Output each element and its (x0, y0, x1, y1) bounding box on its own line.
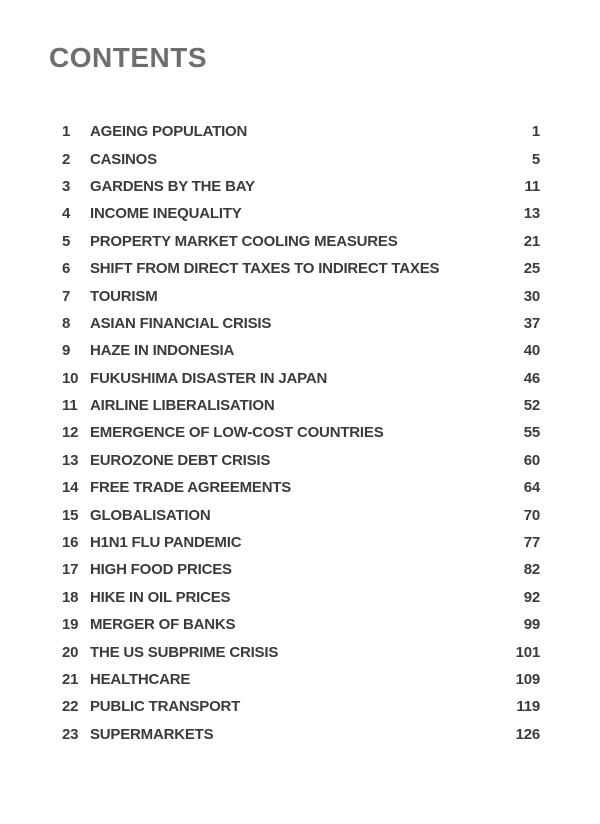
toc-entry-page: 37 (523, 314, 540, 332)
table-of-contents (62, 118, 540, 748)
toc-entry-page: 55 (523, 424, 540, 442)
toc-entry-title: EMERGENCE OF LOW-COST COUNTRIES (90, 424, 384, 442)
toc-entry-page: 46 (523, 369, 540, 387)
toc-entry-number: 11 (62, 397, 78, 415)
toc-row (62, 337, 540, 364)
toc-row (62, 200, 540, 227)
toc-row (62, 173, 540, 200)
toc-entry-page: 5 (531, 150, 540, 168)
toc-entry-title: AGEING POPULATION (90, 123, 248, 141)
toc-entry-title: INCOME INEQUALITY (90, 205, 242, 223)
toc-entry-page: 60 (523, 451, 540, 469)
toc-entry-page: 1 (531, 123, 540, 141)
toc-entry-page: 92 (523, 588, 540, 606)
toc-entry-page: 109 (515, 671, 540, 688)
toc-entry-title: ASIAN FINANCIAL CRISIS (90, 314, 272, 332)
toc-entry-title: CASINOS (90, 150, 157, 168)
toc-row (62, 447, 540, 474)
toc-entry-number: 22 (62, 698, 79, 716)
toc-row (62, 118, 540, 145)
toc-entry-number: 21 (62, 671, 79, 688)
toc-entry-page: 101 (515, 643, 540, 661)
toc-row (62, 666, 540, 693)
toc-entry-page: 13 (523, 205, 540, 223)
toc-entry-title: EUROZONE DEBT CRISIS (90, 451, 271, 469)
toc-entry-title: FUKUSHIMA DISASTER IN JAPAN (90, 369, 328, 387)
toc-entry-title: H1N1 FLU PANDEMIC (90, 534, 242, 552)
toc-entry-number: 6 (62, 260, 71, 278)
toc-entry-title: HIKE IN OIL PRICES (90, 588, 231, 606)
toc-entry-title: GARDENS BY THE BAY (90, 177, 255, 195)
toc-entry-page: 99 (523, 616, 540, 634)
toc-row (62, 145, 540, 172)
toc-entry-number: 12 (62, 424, 79, 442)
toc-entry-number: 4 (62, 205, 71, 223)
toc-entry-title: FREE TRADE AGREEMENTS (90, 479, 292, 497)
toc-entry-title: PROPERTY MARKET COOLING MEASURES (90, 232, 398, 250)
toc-entry-title: THE US SUBPRIME CRISIS (90, 643, 279, 661)
toc-entry-number: 18 (62, 588, 79, 606)
page-title: CONTENTS (49, 42, 207, 73)
toc-row (62, 255, 540, 282)
toc-entry-number: 16 (62, 534, 79, 552)
toc-entry-page: 25 (523, 260, 540, 278)
toc-entry-number: 7 (62, 287, 71, 305)
toc-entry-title: HAZE IN INDONESIA (90, 342, 235, 360)
toc-entry-page: 77 (523, 534, 540, 552)
toc-entry-page: 52 (523, 397, 540, 415)
toc-entry-title: TOURISM (90, 287, 158, 305)
toc-entry-page: 30 (523, 287, 540, 305)
toc-row (62, 419, 540, 446)
toc-entry-title: HIGH FOOD PRICES (90, 561, 232, 579)
toc-entry-number: 14 (62, 479, 79, 497)
toc-entry-page: 11 (524, 177, 540, 195)
toc-entry-page: 126 (515, 725, 540, 743)
toc-row (62, 611, 540, 638)
toc-entry-page: 70 (523, 506, 540, 524)
toc-entry-page: 82 (523, 561, 540, 579)
toc-entry-number: 3 (62, 177, 71, 195)
toc-entry-number: 9 (62, 342, 71, 360)
toc-entry-number: 2 (62, 150, 71, 168)
toc-entry-title: HEALTHCARE (90, 671, 191, 688)
toc-entry-page: 40 (523, 342, 540, 360)
toc-entry-number: 13 (62, 451, 79, 469)
toc-row (62, 392, 540, 419)
toc-entry-title: SHIFT FROM DIRECT TAXES TO INDIRECT TAXES (90, 260, 440, 278)
toc-entry-number: 10 (62, 369, 79, 387)
toc-row (62, 556, 540, 583)
toc-row (62, 282, 540, 309)
toc-row (62, 501, 540, 528)
toc-entry-number: 20 (62, 643, 79, 661)
toc-entry-page: 21 (523, 232, 540, 250)
toc-entry-title: PUBLIC TRANSPORT (90, 698, 241, 716)
toc-row (62, 721, 540, 748)
toc-row (62, 693, 540, 720)
toc-entry-number: 23 (62, 725, 79, 743)
toc-row (62, 474, 540, 501)
toc-row (62, 584, 540, 611)
toc-entry-number: 5 (62, 232, 71, 250)
toc-entry-title: SUPERMARKETS (90, 725, 214, 743)
toc-row (62, 310, 540, 337)
toc-entry-number: 15 (62, 506, 79, 524)
toc-row (62, 638, 540, 665)
toc-entry-page: 64 (523, 479, 540, 497)
toc-row (62, 529, 540, 556)
toc-entry-title: GLOBALISATION (90, 506, 211, 524)
toc-entry-number: 1 (62, 123, 71, 141)
toc-row (62, 365, 540, 392)
toc-entry-title: MERGER OF BANKS (90, 616, 236, 634)
toc-entry-number: 17 (62, 561, 79, 579)
toc-entry-title: AIRLINE LIBERALISATION (90, 397, 275, 415)
toc-entry-number: 19 (62, 616, 79, 634)
toc-entry-number: 8 (62, 314, 71, 332)
toc-row (62, 228, 540, 255)
toc-entry-page: 119 (516, 698, 540, 716)
